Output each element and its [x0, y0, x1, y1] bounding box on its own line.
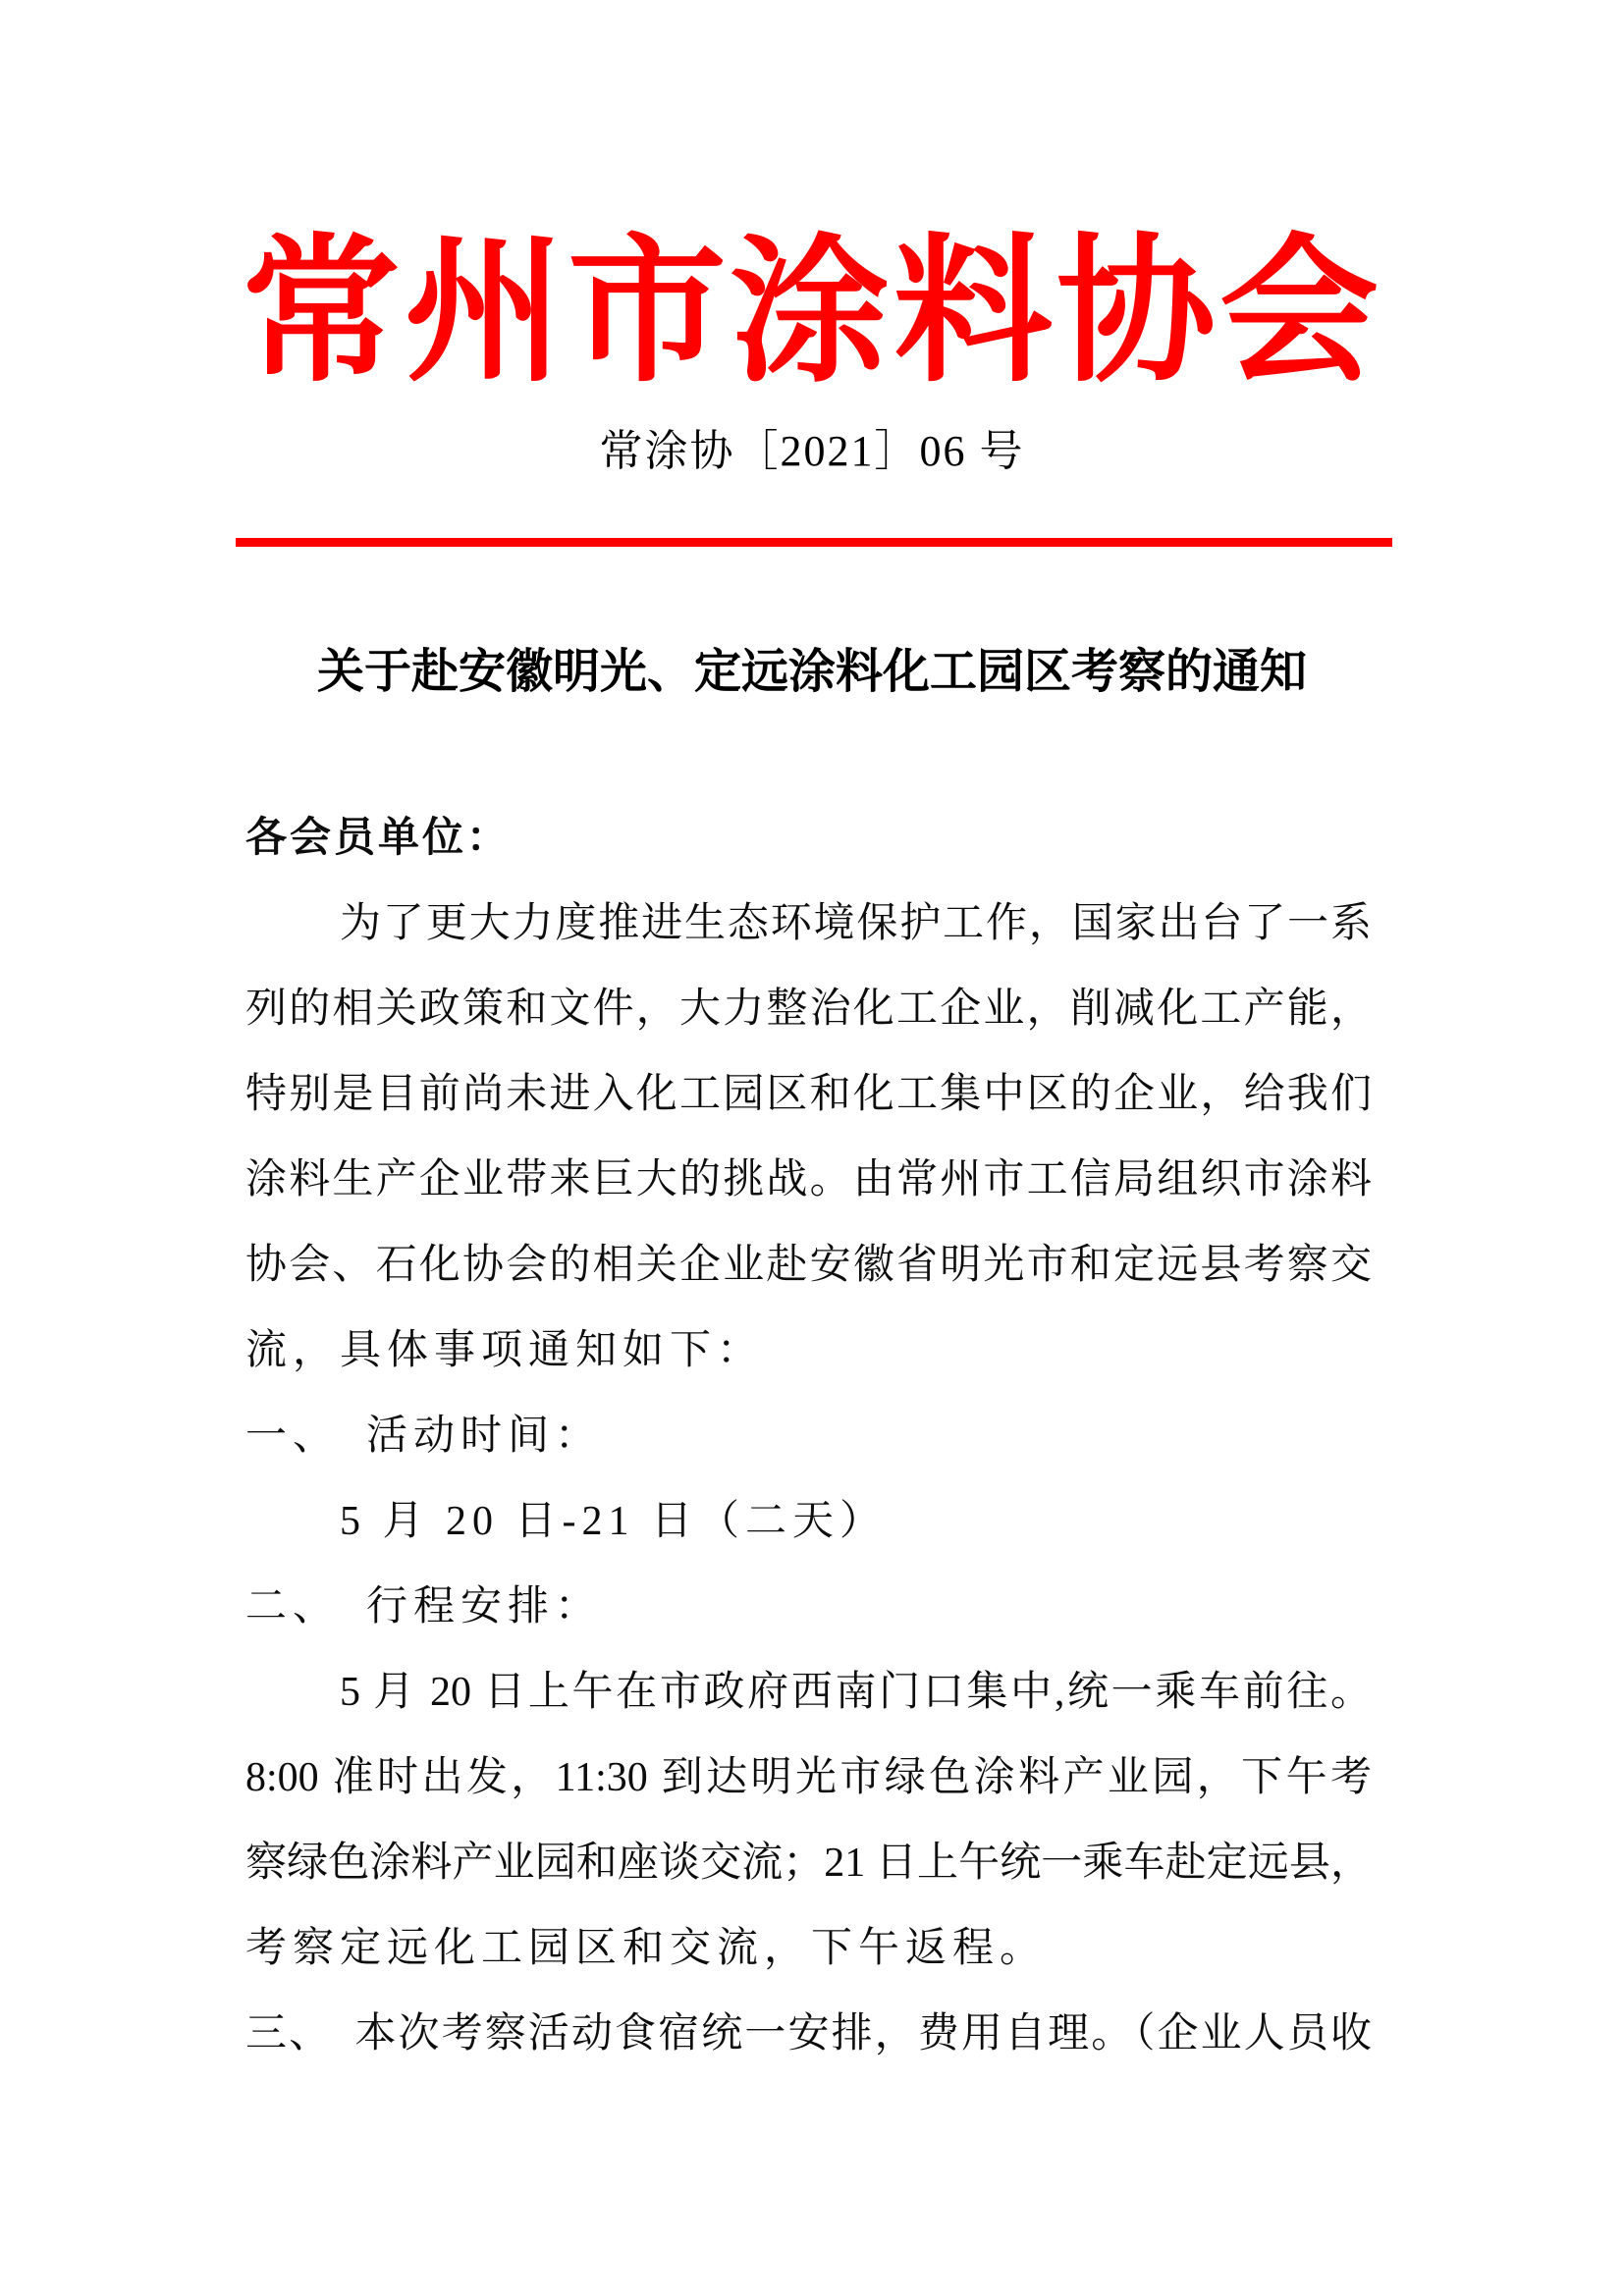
red-divider-rule	[236, 538, 1392, 547]
intro-line-4: 涂料生产企业带来巨大的挑战。由常州市工信局组织市涂料	[245, 1157, 1372, 1202]
intro-line-2: 列的相关政策和文件，大力整治化工企业，削减化工产能，	[245, 987, 1372, 1032]
intro-line-1: 为了更大力度推进生态环境保护工作，国家出台了一系	[340, 901, 1372, 946]
notice-title: 关于赴安徽明光、定远涂料化工园区考察的通知	[316, 646, 1307, 698]
section-2-line-2: 8:00 准时出发，11:30 到达明光市绿色涂料产业园，下午考	[245, 1755, 1372, 1800]
section-1-heading: 一、 活动时间：	[245, 1414, 603, 1459]
section-3-line: 三、 本次考察活动食宿统一安排，费用自理。（企业人员收	[245, 2011, 1372, 2056]
intro-line-6: 流，具体事项通知如下：	[245, 1328, 765, 1373]
intro-line-3: 特别是目前尚未进入化工园区和化工集中区的企业，给我们	[245, 1072, 1372, 1117]
salutation: 各会员单位：	[245, 816, 512, 861]
section-2-line-3: 察绿色涂料产业园和座谈交流；21 日上午统一乘车赴定远县，	[245, 1841, 1372, 1886]
section-2-heading: 二、 行程安排：	[245, 1584, 603, 1629]
doc-number: 常涂协［2021］06 号	[599, 427, 1025, 475]
section-2-line-4: 考察定远化工园区和交流，下午返程。	[245, 1926, 1048, 1971]
section-1-date: 5 月 20 日-21 日（二天）	[340, 1499, 887, 1544]
section-2-line-1: 5 月 20 日上午在市政府西南门口集中,统一乘车前往。	[340, 1670, 1372, 1715]
org-title: 常州市涂料协会	[242, 226, 1382, 401]
notice-body	[245, 796, 1372, 2077]
intro-line-5: 协会、石化协会的相关企业赴安徽省明光市和定远县考察交	[245, 1243, 1372, 1288]
